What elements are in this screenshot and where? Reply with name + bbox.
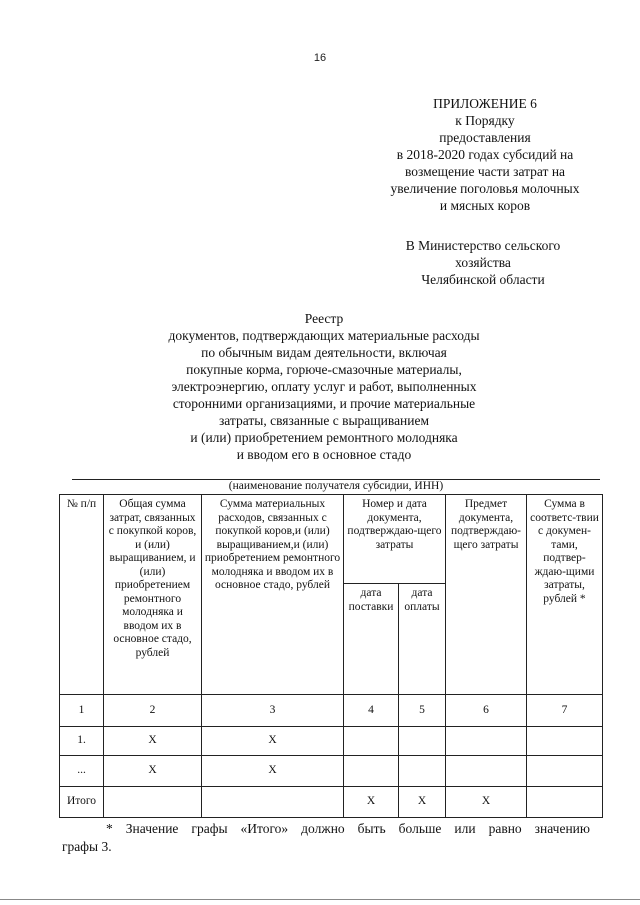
header-material-expenses: Сумма материальных расходов, связанных с покупкой коров,и (или) выращиванием,и (или) приобретением ремонтного молодняка и вводом их в основное стадо, рублей — [202, 495, 344, 695]
registry-title-line: документов, подтверждающих материальные расходы — [168, 328, 480, 343]
appendix-line: возмещение части затрат на — [404, 164, 566, 179]
table-cell — [344, 756, 399, 787]
footnote — [62, 820, 590, 856]
column-numbering-row — [60, 695, 603, 727]
registry-title-line: затраты, связанные с выращиванием — [218, 413, 430, 428]
appendix-line: увеличение поголовья молочных — [390, 181, 580, 196]
table-cell — [527, 727, 603, 756]
appendix-heading — [370, 95, 600, 214]
header-total-costs: Общая сумма затрат, связанных с покупкой коров, и (или) выращиванием, и (или) приобретением ремонтного молодняка и вводом их в основное стадо, рублей — [104, 495, 202, 695]
appendix-line: ПРИЛОЖЕНИЕ 6 — [433, 96, 537, 111]
table-cell — [527, 756, 603, 787]
addressee-line: В Министерство сельского — [405, 238, 561, 253]
total-row — [60, 787, 603, 818]
table-cell — [527, 787, 603, 818]
registry-title-line: и (или) приобретением ремонтного молодняка — [190, 430, 458, 445]
table-cell — [399, 756, 446, 787]
registry-title-line: сторонними организациями, и прочие материальные — [172, 396, 476, 411]
table-cell — [104, 787, 202, 818]
column-number: 2 — [104, 695, 202, 727]
table-cell: X — [446, 787, 527, 818]
table-cell: X — [104, 727, 202, 756]
table-cell — [399, 727, 446, 756]
header-document-amount: Сумма в соответс-твии с докумен-тами, подтвер-ждаю-щими затраты, рублей * — [527, 495, 603, 695]
header-number: № п/п — [60, 495, 104, 695]
addressee-line: хозяйства — [455, 255, 511, 270]
table-cell: X — [344, 787, 399, 818]
recipient-caption: (наименование получателя субсидии, ИНН) — [228, 480, 444, 492]
table-cell: X — [104, 756, 202, 787]
appendix-line: и мясных коров — [439, 198, 531, 213]
table-cell — [446, 756, 527, 787]
table-cell: Итого — [60, 787, 104, 818]
registry-title-line: покупные корма, горюче-смазочные материалы, — [186, 362, 462, 377]
table-cell: X — [202, 756, 344, 787]
page-bottom-edge — [0, 899, 640, 900]
appendix-line: к Порядку — [455, 113, 515, 128]
registry-title-line: электроэнергию, оплату услуг и работ, выполненных — [171, 379, 477, 394]
table-row — [60, 756, 603, 787]
addressee-block — [383, 237, 583, 288]
header-delivery-date: дата поставки — [344, 584, 399, 695]
registry-title-line: и вводом его в основное стадо — [236, 447, 412, 462]
table-row — [60, 727, 603, 756]
column-number: 4 — [344, 695, 399, 727]
registry-title-line: Реестр — [304, 311, 344, 326]
table-cell: X — [399, 787, 446, 818]
table-cell: 1. — [60, 727, 104, 756]
column-number: 3 — [202, 695, 344, 727]
table-cell: ... — [60, 756, 104, 787]
appendix-line: предоставления — [439, 130, 531, 145]
registry-title-line: по обычным видам деятельности, включая — [201, 345, 447, 360]
column-number: 6 — [446, 695, 527, 727]
column-number: 7 — [527, 695, 603, 727]
table-cell: X — [202, 727, 344, 756]
header-document-number-date: Номер и дата документа, подтверждаю-щего затраты — [344, 495, 446, 584]
page-number: 16 — [313, 52, 327, 64]
table-cell — [344, 727, 399, 756]
table-cell — [446, 727, 527, 756]
addressee-line: Челябинской области — [421, 272, 545, 287]
column-number: 1 — [60, 695, 104, 727]
table-cell — [202, 787, 344, 818]
column-number: 5 — [399, 695, 446, 727]
header-document-subject: Предмет документа, подтверждаю-щего затраты — [446, 495, 527, 695]
registry-table — [59, 494, 603, 818]
registry-title — [148, 310, 500, 463]
footnote-line: графы 3. — [62, 839, 112, 854]
appendix-line: в 2018-2020 годах субсидий на — [396, 147, 574, 162]
footnote-line: * Значение графы «Итого» должно быть больше или равно значению — [106, 821, 590, 836]
header-payment-date: дата оплаты — [399, 584, 446, 695]
